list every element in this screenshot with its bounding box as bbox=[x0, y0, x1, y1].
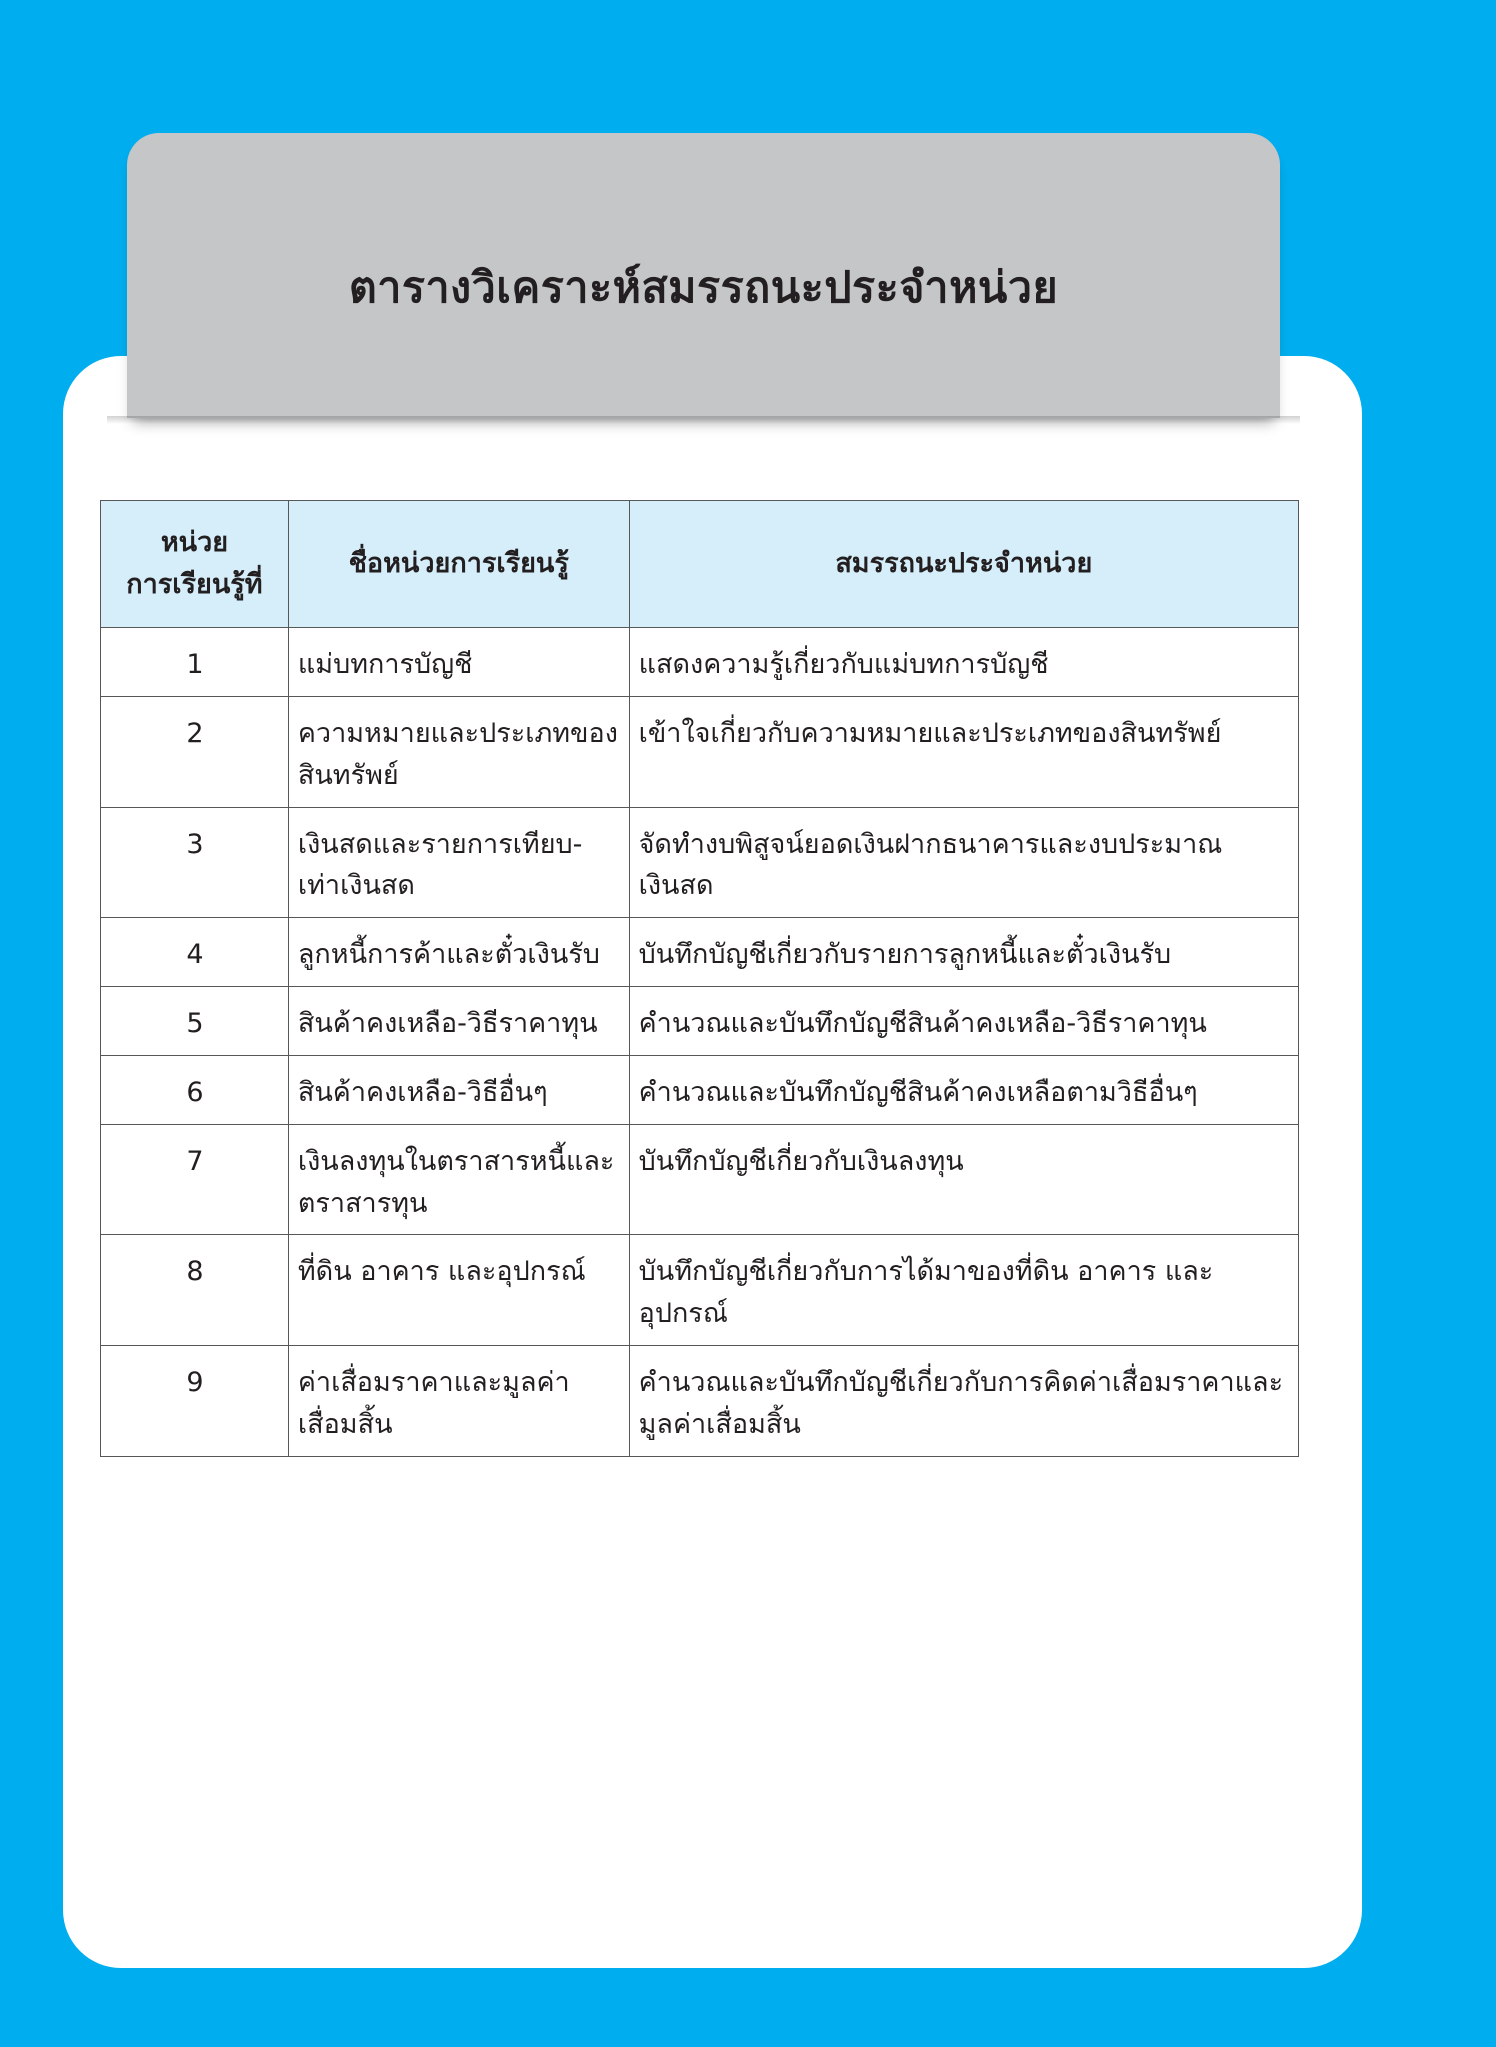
unit-competency: คำนวณและบันทึกบัญชีสินค้าคงเหลือ-วิธีราคาทุน bbox=[629, 987, 1298, 1056]
header-competency: สมรรถนะประจำหน่วย bbox=[629, 501, 1298, 628]
header-unit-name: ชื่อหน่วยการเรียนรู้ bbox=[288, 501, 629, 628]
unit-number: 8 bbox=[101, 1235, 289, 1346]
unit-number: 9 bbox=[101, 1346, 289, 1457]
table-row bbox=[101, 1124, 1299, 1235]
unit-competency: คำนวณและบันทึกบัญชีสินค้าคงเหลือตามวิธีอื่นๆ bbox=[629, 1055, 1298, 1124]
header-unit-number bbox=[101, 501, 289, 628]
unit-competency: เข้าใจเกี่ยวกับความหมายและประเภทของสินทรัพย์ bbox=[629, 696, 1298, 807]
table-row bbox=[101, 918, 1299, 987]
unit-name: เงินลงทุนในตราสารหนี้และตราสารทุน bbox=[288, 1124, 629, 1235]
page-title: ตารางวิเคราะห์สมรรถนะประจำหน่วย bbox=[348, 263, 1059, 313]
table-row bbox=[101, 696, 1299, 807]
header-unit-number-line1: หน่วย bbox=[160, 527, 229, 559]
unit-name: ที่ดิน อาคาร และอุปกรณ์ bbox=[288, 1235, 629, 1346]
table-row bbox=[101, 1235, 1299, 1346]
unit-name: สินค้าคงเหลือ-วิธีราคาทุน bbox=[288, 987, 629, 1056]
table-row bbox=[101, 987, 1299, 1056]
table-row bbox=[101, 807, 1299, 918]
competency-table bbox=[100, 500, 1299, 1457]
unit-competency: คำนวณและบันทึกบัญชีเกี่ยวกับการคิดค่าเสื่อมราคาและมูลค่าเสื่อมสิ้น bbox=[629, 1346, 1298, 1457]
title-tab bbox=[127, 133, 1280, 418]
unit-name: สินค้าคงเหลือ-วิธีอื่นๆ bbox=[288, 1055, 629, 1124]
unit-competency: บันทึกบัญชีเกี่ยวกับรายการลูกหนี้และตั๋วเงินรับ bbox=[629, 918, 1298, 987]
unit-number: 7 bbox=[101, 1124, 289, 1235]
unit-number: 5 bbox=[101, 987, 289, 1056]
unit-number: 3 bbox=[101, 807, 289, 918]
title-tab-shadow bbox=[107, 416, 1300, 424]
unit-competency: บันทึกบัญชีเกี่ยวกับการได้มาของที่ดิน อาคาร และอุปกรณ์ bbox=[629, 1235, 1298, 1346]
unit-name: ค่าเสื่อมราคาและมูลค่าเสื่อมสิ้น bbox=[288, 1346, 629, 1457]
table-header-row bbox=[101, 501, 1299, 628]
unit-number: 4 bbox=[101, 918, 289, 987]
unit-name: ความหมายและประเภทของสินทรัพย์ bbox=[288, 696, 629, 807]
table-row bbox=[101, 1055, 1299, 1124]
table-row bbox=[101, 1346, 1299, 1457]
unit-number: 6 bbox=[101, 1055, 289, 1124]
unit-number: 1 bbox=[101, 628, 289, 697]
unit-name: ลูกหนี้การค้าและตั๋วเงินรับ bbox=[288, 918, 629, 987]
unit-competency: แสดงความรู้เกี่ยวกับแม่บทการบัญชี bbox=[629, 628, 1298, 697]
unit-number: 2 bbox=[101, 696, 289, 807]
unit-competency: จัดทำงบพิสูจน์ยอดเงินฝากธนาคารและงบประมาณเงินสด bbox=[629, 807, 1298, 918]
unit-competency: บันทึกบัญชีเกี่ยวกับเงินลงทุน bbox=[629, 1124, 1298, 1235]
unit-name: เงินสดและรายการเทียบ-เท่าเงินสด bbox=[288, 807, 629, 918]
unit-name: แม่บทการบัญชี bbox=[288, 628, 629, 697]
table-row bbox=[101, 628, 1299, 697]
header-unit-number-line2: การเรียนรู้ที่ bbox=[126, 569, 263, 600]
